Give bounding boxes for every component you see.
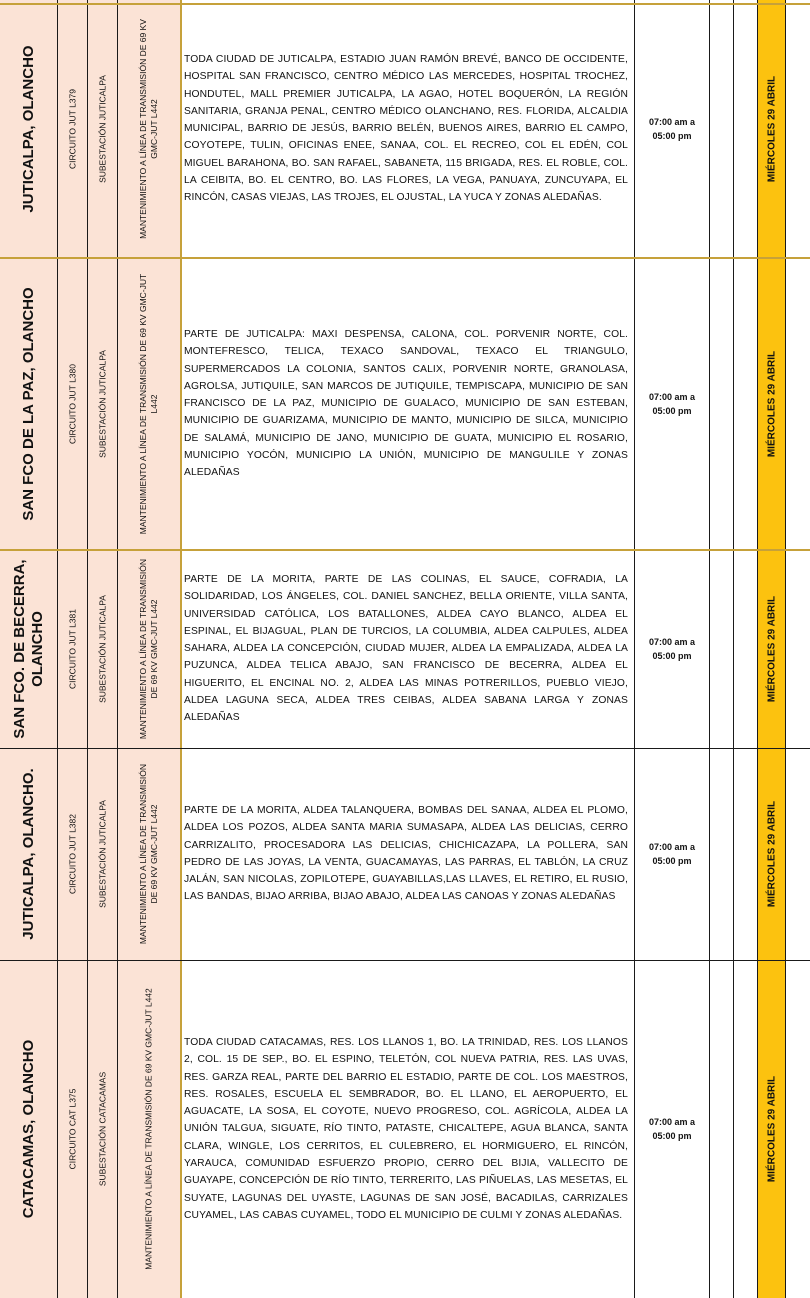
substation-label: SUBESTACIÓN JUTICALPA: [97, 800, 107, 908]
circuit-label: CIRCUITO JUT L382: [67, 814, 77, 894]
location-cell: [0, 960, 58, 1298]
time-start: 07:00 am a: [648, 1117, 696, 1127]
empty-cell: [786, 960, 810, 1298]
date-cell: [758, 550, 786, 748]
areas-cell: [182, 0, 635, 258]
date-label: MIÉRCOLES 29 ABRIL: [766, 350, 777, 458]
areas-cell: [182, 258, 635, 550]
areas-text: PARTE DE LA MORITA, PARTE DE LAS COLINAS, EL SAUCE, COFRADIA, LA SOLIDARIDAD, LOS ÁNGELES, COL. DANIEL SANCHEZ, BELLA ORIENTE, VILLA SANTA, UNIVERSIDAD CATÓLICA, LOS BATALLONES, ALDEA CAYO BLANCO, ALDEA EL ESPINAL, EL BIJAGUAL, PLAN DE TURCIOS, LA COLUMBIA, ALDEA CALPULES, ALDEA SAHARA, ALDEA LA CONCEPCIÓN, CIUDAD MUJER, ALDEA LA EMPALIZADA, ALDEA LA PUZUNCA, ALDEA TELICA ABAJO, SAN FRANCISCO DE BECERRA, ALDEA EL HIGUERITO, EL ENCINAL NO. 2, ALDEA LAS MINAS POTRERILLOS, PUEBLO VIEJO, ALDEA LAGUNA SECA, ALDEA TRES CEIBAS, ALDEA SABANA LARGA Y ZONAS ALEDAÑAS: [184, 574, 628, 724]
time-cell: [635, 960, 710, 1298]
row-divider: [0, 3, 810, 5]
time-end: 05:00 pm: [652, 856, 692, 866]
time-end: 05:00 pm: [652, 131, 692, 141]
substation-label: SUBESTACIÓN JUTICALPA: [97, 595, 107, 703]
empty-cell: [734, 960, 758, 1298]
circuit-label: CIRCUITO JUT L379: [67, 89, 77, 169]
substation-cell: [88, 0, 118, 258]
areas-text: TODA CIUDAD CATACAMAS, RES. LOS LLANOS 1, BO. LA TRINIDAD, RES. LOS LLANOS 2, COL. 15 DE SEP., BO. EL ESPINO, TELETÓN, COL NUEVA PATRIA, RES. LAS UVAS, RES. GARZA REAL, PARTE DEL BARRIO EL ESTADIO, PARTE DE COL. LOS MAESTROS, RES. ROSALES, ESCUELA EL SEMBRADOR, BO. EL LLANO, EL AEROPUERTO, EL AGUACATE, LA SOSA, EL COYOTE, NUEVO PROGRESO, COL. AGRÍCOLA, ALDEA LA UNIÓN TALGUA, SIGUATE, RÍO TINTO, PATASTE, CHICALTEPE, AGUA BLANCA, SANTA CLARA, WINGLE, LOS CERRITOS, EL CULEBRERO, EL HORMIGUERO, EL RINCÓN, YARAUCA, COMUNIDAD ESFUERZO PROPIO, CERRO DEL BIJIA, VALLECITO DE GUAYAPE, CONCEPCIÓN DE RÍO TINTO, TERRERITO, LAS PIÑUELAS, LAS MESETAS, EL SUYATE, LAGUNAS DEL UYASTE, LAGUNAS DE SAN JOSÉ, BACADILAS, CARRIZALES CUYAMEL, LAS CABAS CUYAMEL, TODO EL MUNICIPIO DE CULMI Y ZONAS ALEDAÑAS.: [184, 1036, 628, 1221]
areas-cell: [182, 748, 635, 960]
substation-label: SUBESTACIÓN CATACAMAS: [97, 1071, 107, 1187]
date-cell: [758, 258, 786, 550]
time-cell: [635, 0, 710, 258]
time-cell: [635, 258, 710, 550]
date-label: MIÉRCOLES 29 ABRIL: [766, 1075, 777, 1183]
areas-text: PARTE DE LA MORITA, ALDEA TALANQUERA, BOMBAS DEL SANAA, ALDEA EL PLOMO, ALDEA LOS POZOS, ALDEA SANTA MARIA SUMASAPA, ALDEA LAS DELICIAS, CERRO CARRIZALITO, PROCESADORA LAS DELICIAS, CHICHICAZAPA, LA POLLERA, SAN PEDRO DE LAS JOYAS, LA VENTA, GUACAMAYAS, LAS PARRAS, EL TABLÓN, LA CRUZ JALÁN, SAN NICOLAS, ZOPILOTEPE, GUAYABILLAS,LAS LLAVES, EL RETIRO, EL RUSIO, LAS BANDAS, BIJAO ARRIBA, BIJAO ABAJO, ALDEA LAS CANOAS Y ZONAS ALEDAÑAS: [184, 805, 628, 903]
table-row: [0, 748, 810, 960]
row-divider: [0, 960, 810, 961]
areas-cell: [182, 550, 635, 748]
row-divider: [0, 748, 810, 749]
substation-label: SUBESTACIÓN JUTICALPA: [97, 350, 107, 458]
location-label: CATACAMAS, OLANCHO: [19, 1039, 37, 1219]
work-cell: [118, 748, 182, 960]
table-row: [0, 960, 810, 1298]
location-label: JUTICALPA, OLANCHO: [19, 45, 37, 213]
date-cell: [758, 0, 786, 258]
time-end: 05:00 pm: [652, 651, 692, 661]
location-label: SAN FCO DE LA PAZ, OLANCHO: [19, 287, 37, 521]
time-end: 05:00 pm: [652, 1131, 692, 1141]
empty-cell: [786, 0, 810, 258]
empty-cell: [786, 550, 810, 748]
work-cell: [118, 960, 182, 1298]
work-cell: [118, 550, 182, 748]
location-cell: [0, 748, 58, 960]
circuit-cell: [58, 0, 88, 258]
circuit-cell: [58, 748, 88, 960]
empty-cell: [786, 748, 810, 960]
work-label: MANTENIMIENTO A LÍNEA DE TRANSMISIÓN DE 69 KV GMC-JUT L442: [138, 19, 159, 239]
work-label: MANTENIMIENTO A LÍNEA DE TRANSMISIÓN DE 69 KV GMC-JUT L442: [138, 273, 159, 535]
substation-cell: [88, 960, 118, 1298]
row-divider: [0, 257, 810, 259]
time-cell: [635, 748, 710, 960]
location-cell: [0, 550, 58, 748]
substation-cell: [88, 748, 118, 960]
table-row: [0, 0, 810, 258]
time-cell: [635, 550, 710, 748]
circuit-label: CIRCUITO CAT L375: [67, 1088, 77, 1170]
empty-cell: [710, 550, 734, 748]
circuit-label: CIRCUITO JUT L381: [67, 609, 77, 689]
work-label: MANTENIMIENTO A LÍNEA DE TRANSMISIÓN DE 69 KV GMC-JUT L442: [138, 558, 159, 740]
work-label: MANTENIMIENTO A LÍNEA DE TRANSMISIÓN DE 69 KV GMC-JUT L442: [138, 763, 159, 945]
time-start: 07:00 am a: [648, 392, 696, 402]
circuit-label: CIRCUITO JUT L380: [67, 364, 77, 444]
date-cell: [758, 748, 786, 960]
empty-cell: [734, 0, 758, 258]
date-cell: [758, 960, 786, 1298]
areas-text: TODA CIUDAD DE JUTICALPA, ESTADIO JUAN RAMÓN BREVÉ, BANCO DE OCCIDENTE, HOSPITAL SAN FRANCISCO, CENTRO MÉDICO LAS MERCEDES, HOSPITAL TROCHEZ, HONDUTEL, MALL PREMIER JUTICALPA, LA AGAO, HOTEL BOQUERÓN, LA REGIÓN SANITARIA, GRANJA PENAL, CENTRO MÉDICO OLANCHANO, RES. FLORIDA, ALCALDIA MUNICIPAL, BARRIO DE JESÚS, BARRIO BELÉN, BUENOS AIRES, BARRIO EL CAMPO, COYOTEPE, TULIN, OFICINAS ENEE, SANAA, COL. EL RECREO, COL EL EDÉN, COL MIGUEL BARAHONA, BO. SAN RAFAEL, SABANETA, 115 BRIGADA, RES. EL ROBLE, COL. LA CEIBITA, BO. EL CENTRO, BO. LAS FLORES, LA VEGA, PANUAYA, ZUNCUYAPA, EL RINCÓN, CASAS VIEJAS, LAS TROJES, EL OJUSTAL, LA YUCA Y ZONAS ALEDAÑAS.: [184, 54, 628, 204]
work-label: MANTENIMIENTO A LÍNEA DE TRANSMISIÓN DE 69 KV GMC-JUT L442: [143, 988, 154, 1270]
empty-cell: [734, 258, 758, 550]
row-divider: [0, 549, 810, 551]
circuit-cell: [58, 960, 88, 1298]
areas-text: PARTE DE JUTICALPA: MAXI DESPENSA, CALONA, COL. PORVENIR NORTE, COL. MONTEFRESCO, TELICA, TEXACO SANDOVAL, TEXACO EL TRIANGULO, SUPERMERCADOS LA COLONIA, SANTOS CALIX, PORVENIR NORTE, GRANOLASA, AGROLSA, JUTIQUILE, SAN MARCOS DE JUTIQUILE, TEMPISCAPA, MUNICIPIO DE SAN FRANCISCO DE LA PAZ, MUNICIPIO DE GUALACO, MUNICIPIO DE SAN ESTEBAN, MUNICIPIO DE GUARIZAMA, MUNICIPIO DE MANTO, MUNICIPIO DE SILCA, MUNICIPIO DE SALAMÁ, MUNICIPIO DE JANO, MUNICIPIO DE GUATA, MUNICIPIO EL ROSARIO, MUNICIPIO YOCÓN, MUNICIPIO LA UNIÓN, MUNICIPIO DE MANGULILE Y ZONAS ALEDAÑAS: [184, 329, 628, 479]
table-row: [0, 258, 810, 550]
empty-cell: [786, 258, 810, 550]
circuit-cell: [58, 258, 88, 550]
date-label: MIÉRCOLES 29 ABRIL: [766, 800, 777, 908]
empty-cell: [734, 550, 758, 748]
empty-cell: [710, 0, 734, 258]
date-label: MIÉRCOLES 29 ABRIL: [766, 75, 777, 183]
substation-cell: [88, 550, 118, 748]
work-cell: [118, 0, 182, 258]
areas-cell: [182, 960, 635, 1298]
time-start: 07:00 am a: [648, 842, 696, 852]
time-start: 07:00 am a: [648, 117, 696, 127]
substation-label: SUBESTACIÓN JUTICALPA: [97, 75, 107, 183]
substation-cell: [88, 258, 118, 550]
work-cell: [118, 258, 182, 550]
table-row: [0, 550, 810, 748]
empty-cell: [710, 258, 734, 550]
empty-cell: [710, 960, 734, 1298]
location-label: SAN FCO. DE BECERRA, OLANCHO: [10, 559, 46, 739]
empty-cell: [710, 748, 734, 960]
location-cell: [0, 0, 58, 258]
location-cell: [0, 258, 58, 550]
location-label: JUTICALPA, OLANCHO.: [19, 768, 37, 940]
time-start: 07:00 am a: [648, 637, 696, 647]
date-label: MIÉRCOLES 29 ABRIL: [766, 595, 777, 703]
circuit-cell: [58, 550, 88, 748]
empty-cell: [734, 748, 758, 960]
time-end: 05:00 pm: [652, 406, 692, 416]
